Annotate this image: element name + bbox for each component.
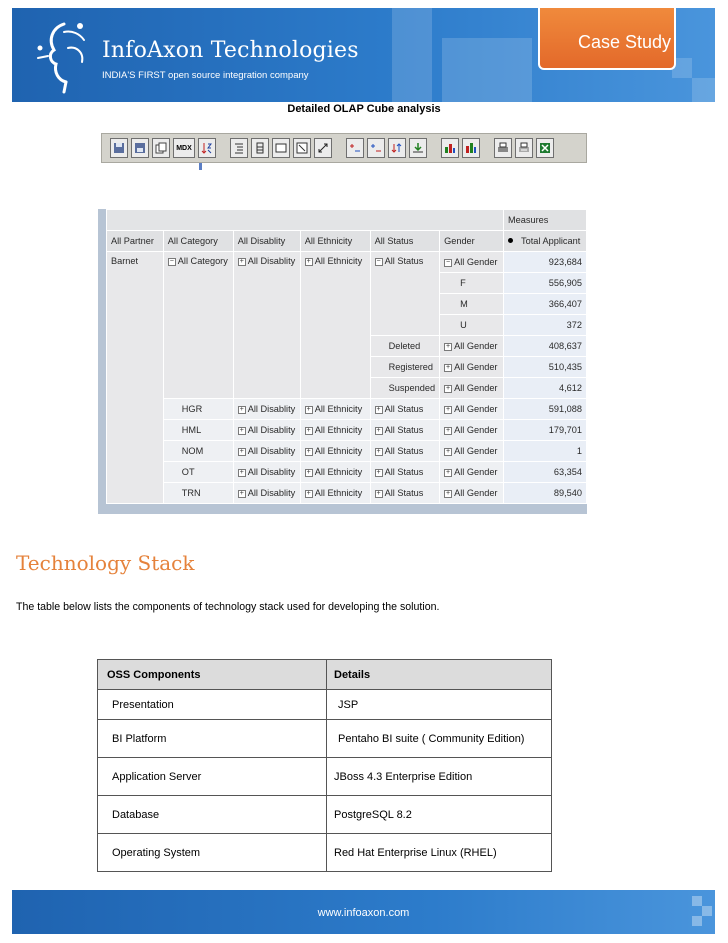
component-cell: Database — [98, 796, 327, 834]
expand-icon[interactable]: + — [306, 469, 311, 476]
status-cell[interactable]: + All Status — [370, 483, 440, 504]
col-header-disability[interactable]: All Disablity — [233, 231, 300, 252]
expand-icon[interactable]: + — [239, 490, 244, 497]
disability-cell[interactable]: + All Disablity — [233, 483, 300, 504]
expand-icon[interactable]: + — [306, 448, 311, 455]
table-row — [98, 834, 552, 872]
status-cell[interactable]: + All Status — [370, 399, 440, 420]
status-cell[interactable]: + All Status — [370, 441, 440, 462]
expand-icon[interactable]: + — [376, 448, 381, 455]
export-icon[interactable] — [409, 138, 427, 158]
measure-value: 4,612 — [504, 378, 587, 399]
status-member[interactable]: Suspended — [370, 378, 440, 399]
ethnicity-cell[interactable]: + All Ethnicity — [300, 462, 370, 483]
status-cell[interactable]: − All Status — [370, 252, 440, 336]
disability-cell[interactable]: + All Disablity — [233, 462, 300, 483]
gender-cell[interactable]: + All Gender — [440, 357, 504, 378]
expand-icon[interactable]: + — [376, 469, 381, 476]
category-member[interactable]: HGR — [163, 399, 233, 420]
expand-icon[interactable]: + — [446, 427, 451, 434]
partner-cell[interactable]: Barnet — [107, 252, 164, 504]
category-member[interactable]: HML — [163, 420, 233, 441]
detail-cell: Red Hat Enterprise Linux (RHEL) — [327, 834, 552, 872]
detail-cell: Pentaho BI suite ( Community Edition) — [327, 720, 552, 758]
footer-banner — [12, 890, 715, 934]
sort-icon[interactable] — [198, 138, 216, 158]
ethnicity-cell[interactable]: + All Ethnicity — [300, 252, 370, 399]
footer-url[interactable]: www.infoaxon.com — [317, 907, 410, 919]
expand-icon[interactable]: + — [376, 427, 381, 434]
ethnicity-cell[interactable]: + All Ethnicity — [300, 483, 370, 504]
measure-value: 179,701 — [504, 420, 587, 441]
status-member[interactable]: Deleted — [370, 336, 440, 357]
print-icon[interactable] — [494, 138, 512, 158]
col-header-ethnicity[interactable]: All Ethnicity — [300, 231, 370, 252]
col-header-category[interactable]: All Category — [163, 231, 233, 252]
expand-icon[interactable]: + — [239, 448, 244, 455]
brand-tagline: INDIA'S FIRST open source integration company — [102, 70, 309, 81]
toolbar-underlay — [98, 163, 587, 171]
expand-icon[interactable]: + — [239, 469, 244, 476]
measure-value: 366,407 — [504, 294, 587, 315]
expand-icon[interactable]: + — [446, 406, 451, 413]
disability-cell[interactable]: + All Disablity — [233, 399, 300, 420]
gender-cell[interactable]: + All Gender — [440, 462, 504, 483]
col-header-partner[interactable]: All Partner — [107, 231, 164, 252]
detail-cell: JBoss 4.3 Enterprise Edition — [327, 758, 552, 796]
expand-icon[interactable]: + — [446, 490, 451, 497]
col-header-total-applicant[interactable]: Total Applicant — [504, 231, 587, 252]
gender-cell[interactable]: − All Gender — [440, 252, 504, 273]
expand-icon[interactable]: + — [306, 406, 311, 413]
expand-icon[interactable]: + — [446, 385, 451, 392]
gender-cell[interactable]: + All Gender — [440, 420, 504, 441]
save-as-icon[interactable] — [131, 138, 149, 158]
table-row — [98, 796, 552, 834]
measure-value: 408,637 — [504, 336, 587, 357]
sort-bullet-icon — [508, 238, 513, 243]
measure-value: 556,905 — [504, 273, 587, 294]
component-cell: BI Platform — [98, 720, 327, 758]
expand-icon[interactable]: + — [239, 427, 244, 434]
table-row — [98, 758, 552, 796]
expand-icon[interactable]: + — [306, 427, 311, 434]
expand-icon[interactable]: + — [239, 258, 244, 265]
status-cell[interactable]: + All Status — [370, 420, 440, 441]
measures-header: Measures — [504, 210, 587, 231]
ethnicity-cell[interactable]: + All Ethnicity — [300, 399, 370, 420]
gender-cell[interactable]: + All Gender — [440, 483, 504, 504]
table-row — [98, 690, 552, 720]
expand-icon[interactable]: + — [446, 343, 451, 350]
category-cell[interactable]: − All Category — [163, 252, 233, 399]
gender-member[interactable]: U — [440, 315, 504, 336]
gender-cell[interactable]: + All Gender — [440, 441, 504, 462]
column-header: Details — [327, 660, 552, 690]
expand-icon[interactable]: + — [376, 490, 381, 497]
ethnicity-cell[interactable]: + All Ethnicity — [300, 420, 370, 441]
gender-cell[interactable]: + All Gender — [440, 399, 504, 420]
section-title: Technology Stack — [16, 551, 195, 575]
chart-config-icon[interactable] — [462, 138, 480, 158]
table-row — [98, 720, 552, 758]
status-member[interactable]: Registered — [370, 357, 440, 378]
save-icon[interactable] — [110, 138, 128, 158]
tech-stack-table — [97, 659, 552, 872]
measure-value: 1 — [504, 441, 587, 462]
drill-replace-icon[interactable] — [388, 138, 406, 158]
category-member[interactable]: NOM — [163, 441, 233, 462]
section-intro: The table below lists the components of technology stack used for developing the solution. — [16, 601, 440, 613]
component-cell: Application Server — [98, 758, 327, 796]
excel-icon[interactable] — [536, 138, 554, 158]
gender-cell[interactable]: + All Gender — [440, 336, 504, 357]
measure-value: 923,684 — [504, 252, 587, 273]
figure-caption: Detailed OLAP Cube analysis — [287, 103, 441, 115]
expand-icon[interactable]: + — [446, 469, 451, 476]
hide-spans-icon[interactable] — [251, 138, 269, 158]
drill-through-icon[interactable] — [293, 138, 311, 158]
component-cell: Presentation — [98, 690, 327, 720]
measure-value: 89,540 — [504, 483, 587, 504]
expand-icon[interactable]: + — [376, 406, 381, 413]
gender-cell[interactable]: + All Gender — [440, 378, 504, 399]
measure-value: 63,354 — [504, 462, 587, 483]
chart-icon[interactable] — [441, 138, 459, 158]
olap-toolbar — [101, 133, 587, 163]
brand-name: InfoAxon Technologies — [102, 38, 359, 63]
col-header-gender[interactable]: Gender — [440, 231, 504, 252]
gender-member[interactable]: F — [440, 273, 504, 294]
copy-icon[interactable] — [152, 138, 170, 158]
category-member[interactable]: OT — [163, 462, 233, 483]
mdx-icon[interactable]: MDX — [173, 138, 195, 158]
swap-axes-icon[interactable] — [314, 138, 332, 158]
measure-value: 372 — [504, 315, 587, 336]
status-cell[interactable]: + All Status — [370, 462, 440, 483]
expand-icon[interactable]: + — [446, 364, 451, 371]
table-header-row — [98, 660, 552, 690]
measure-value: 510,435 — [504, 357, 587, 378]
measure-value: 591,088 — [504, 399, 587, 420]
company-logo — [34, 18, 94, 96]
ethnicity-cell[interactable]: + All Ethnicity — [300, 441, 370, 462]
expand-icon[interactable]: + — [306, 258, 311, 265]
collapse-icon[interactable]: − — [446, 259, 451, 266]
disability-cell[interactable]: + All Disablity — [233, 252, 300, 399]
expand-icon[interactable]: + — [239, 406, 244, 413]
expand-icon[interactable]: + — [446, 448, 451, 455]
drill-member-icon[interactable] — [346, 138, 364, 158]
detail-cell: PostgreSQL 8.2 — [327, 796, 552, 834]
column-header: OSS Components — [98, 660, 327, 690]
component-cell: Operating System — [98, 834, 327, 872]
category-member[interactable]: TRN — [163, 483, 233, 504]
collapse-icon[interactable]: − — [169, 258, 174, 265]
col-header-status[interactable]: All Status — [370, 231, 440, 252]
header-banner — [12, 8, 715, 102]
show-parents-icon[interactable] — [230, 138, 248, 158]
gender-member[interactable]: M — [440, 294, 504, 315]
detail-cell: JSP — [327, 690, 552, 720]
disability-cell[interactable]: + All Disablity — [233, 420, 300, 441]
properties-icon[interactable] — [272, 138, 290, 158]
case-study-tab: Case Study — [538, 8, 676, 70]
expand-icon[interactable]: + — [306, 490, 311, 497]
disability-cell[interactable]: + All Disablity — [233, 441, 300, 462]
drill-position-icon[interactable] — [367, 138, 385, 158]
olap-grid — [98, 209, 587, 514]
print-setup-icon[interactable] — [515, 138, 533, 158]
collapse-icon[interactable]: − — [376, 258, 381, 265]
